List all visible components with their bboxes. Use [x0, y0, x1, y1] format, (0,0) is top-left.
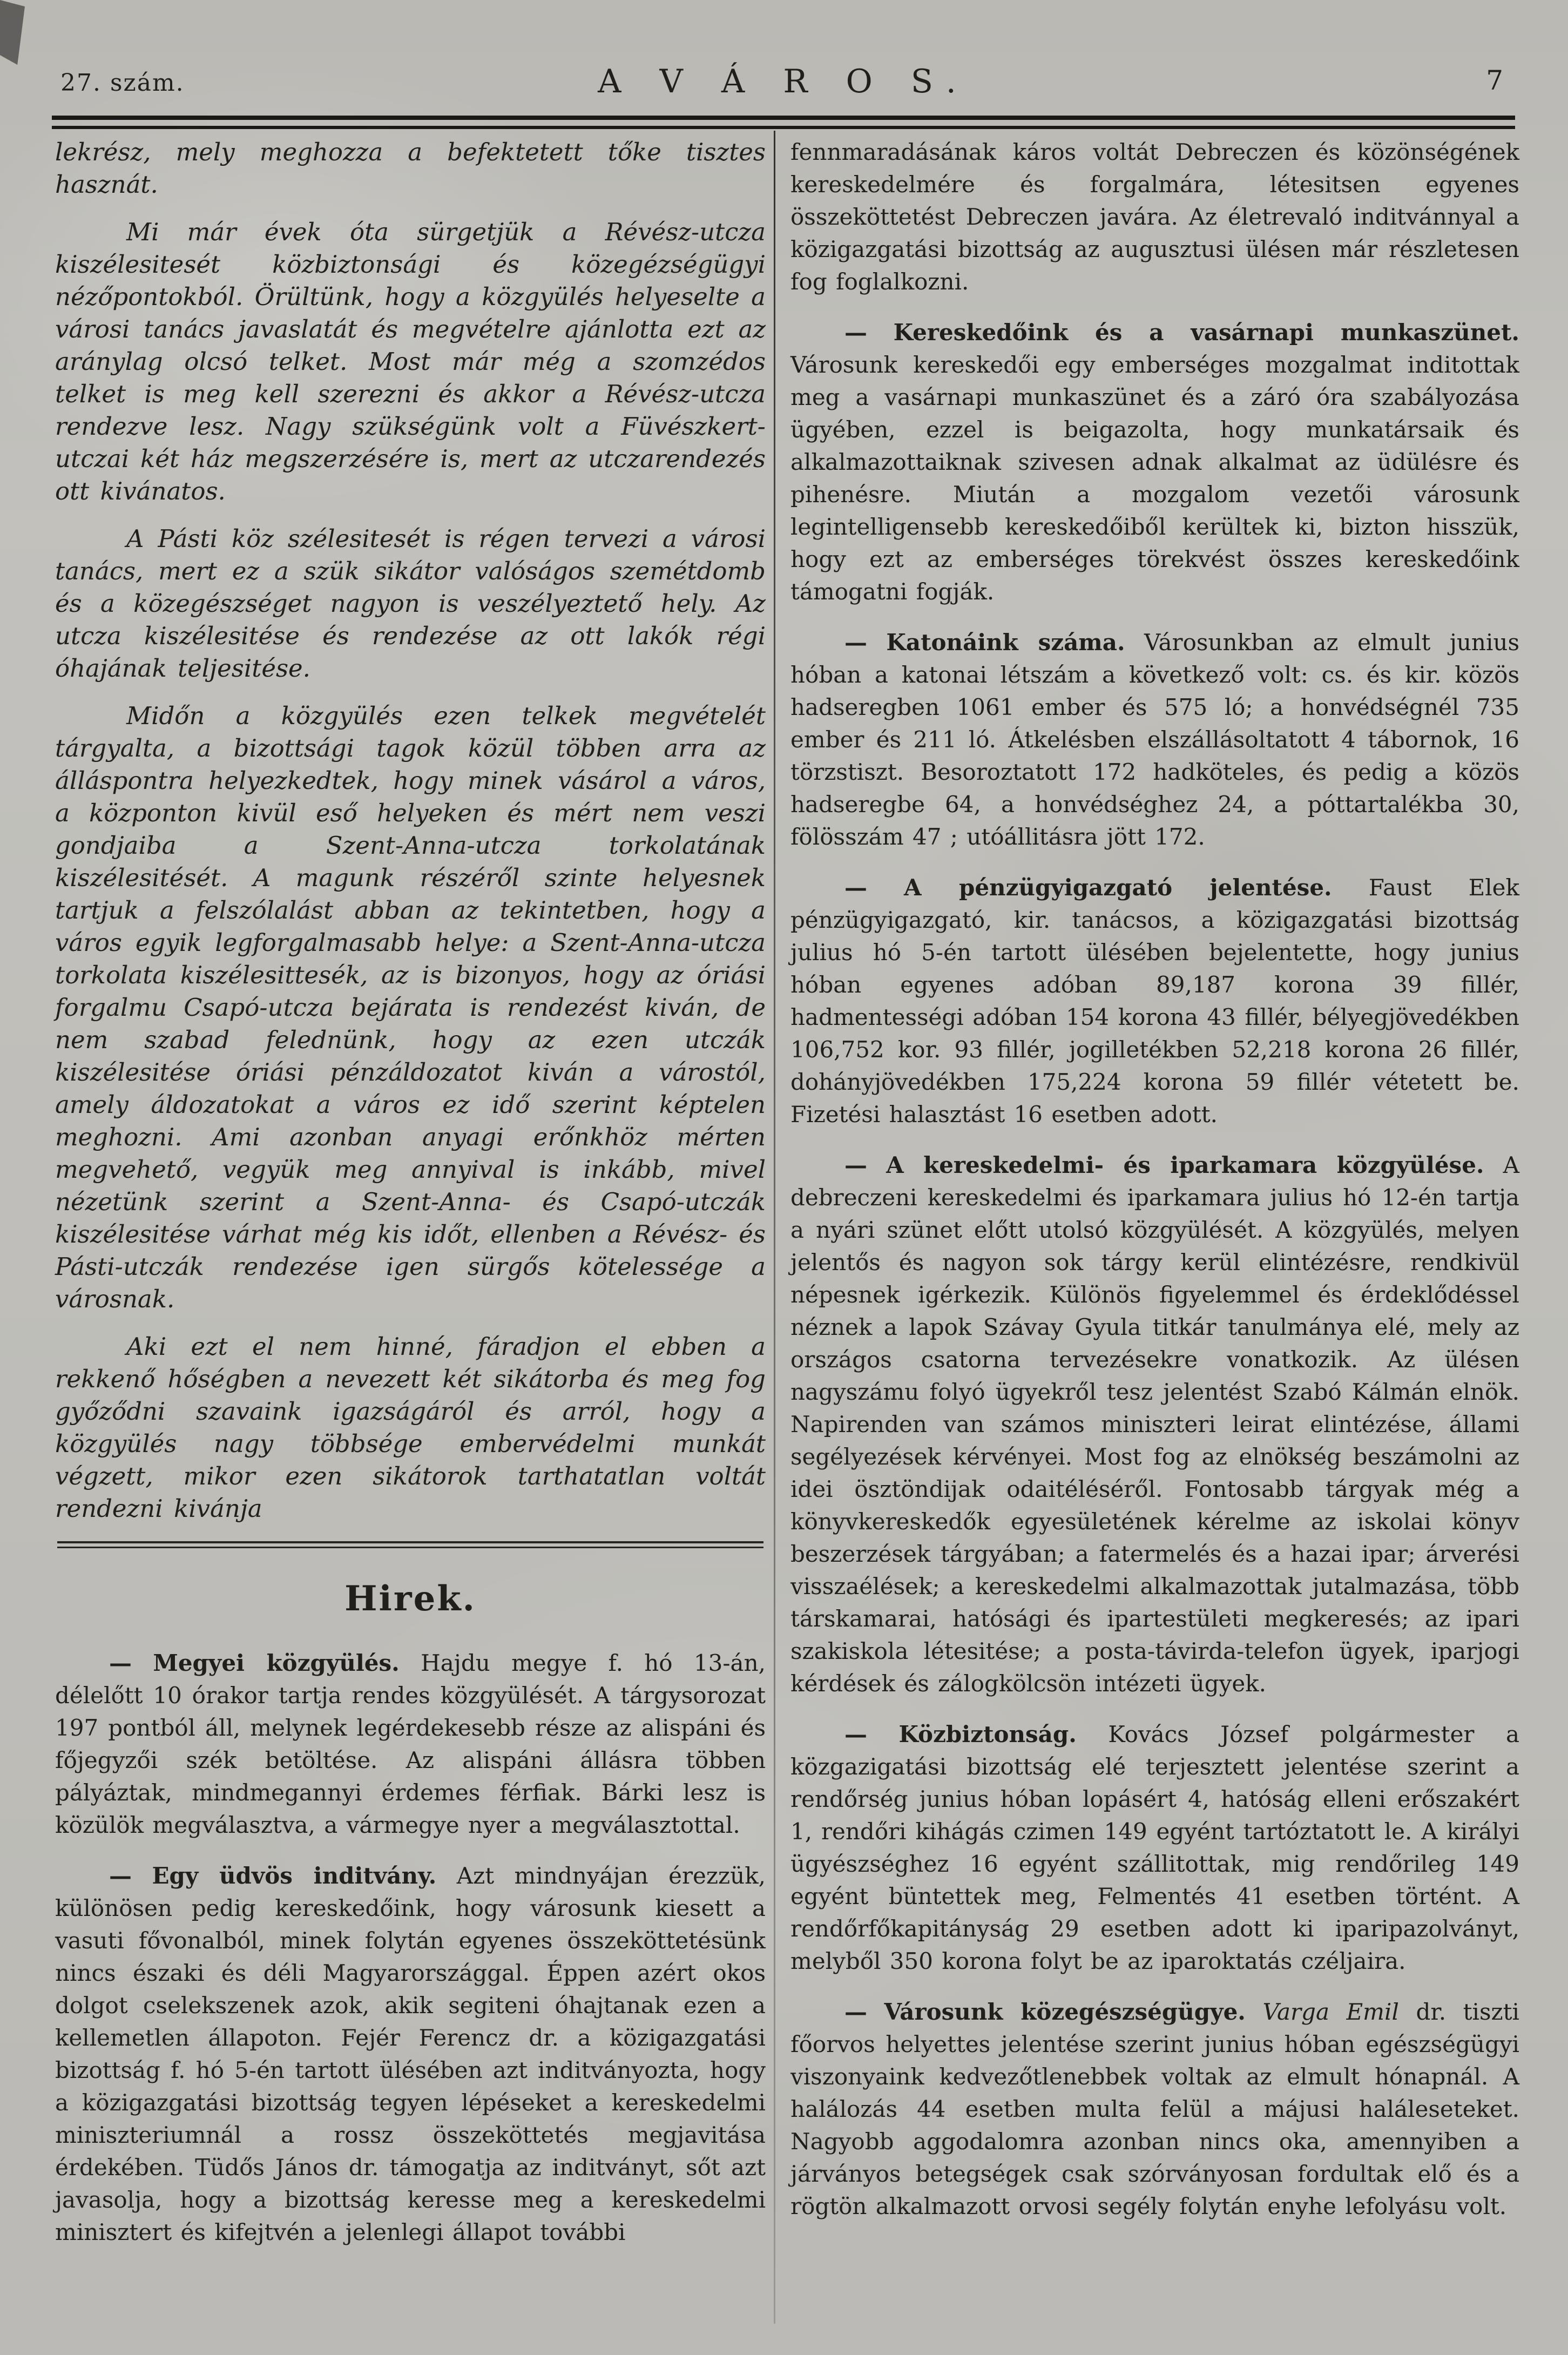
news-item-title: Katonáink száma. [886, 629, 1125, 656]
news-item [790, 1718, 1519, 1978]
lead-paragraph: Aki ezt el nem hinné, fáradjon el ebben a rekkenő hőségben a nevezett két sikátorba és meg fog győződni szavaink igazságáról és arról, hogy a közgyülés nagy többsége embervédelmi munkát végzett, mikor ezen sikátorok tarthatatlan voltát rendezni kivánja [55, 1332, 766, 1523]
item-dash: — [844, 1999, 867, 2025]
news-item-body: Városunkban az elmult junius hóban a katonai létszám a következő volt: cs. és kir. közös hadseregben 1061 ember és 575 ló; a honvédségnél 735 ember és 211 ló. Átkelésben elszállásoltatott 4 tábornok, 16 törzstiszt. Besoroztatott 172 hadköteles, és pedig a közös hadseregbe 64, a honvédséghez 24, a póttartalékba 30, fölösszám 47 ; utóállitásra jött 172. [790, 629, 1519, 850]
continued-paragraph: fennmaradásának káros voltát Debreczen és közönségének kereskedelmére és forgalmára, létesitsen egyenes összeköttetést Debreczen javára. Az életrevaló inditvánnyal a közigazgatási bizottság az augusztusi ülésen már részletesen fog foglalkozni. [790, 139, 1519, 295]
news-item [790, 316, 1519, 608]
news-item-title: Kereskedőink és a vasárnapi munkaszünet. [893, 319, 1519, 346]
news-item-title: Egy üdvös inditvány. [152, 1863, 437, 1889]
lead-paragraph: Midőn a közgyülés ezen telkek megvételét tárgyalta, a bizottsági tagok közül többen arra az álláspontra helyezkedtek, hogy minek vásárol a város, a központon kivül eső helyeken és mért nem veszi gondjaiba a Szent-Anna-utcza torkolatának kiszélesitését. A magunk részéről szinte helyesnek tartjuk a felszólalást abban az tekintetben, hogy a város egyik legforgalmasabb helye: a Szent-Anna-utcza torkolata kiszélesittesék, az is bizonyos, hogy az óriási forgalmu Csapó-utcza bejárata is rendezést kiván, de nem szabad felednünk, hogy az ezen utczák kiszélesitése óriási pénzáldozatot kiván a várostól, amely áldozatokat a város ez idő szerint képtelen meghozni. Ami azonban anyagi erőnkhöz mérten megvehető, vegyük meg annyival is inkább, mivel nézetünk szerint a Szent-Anna- és Csapó-utczák kiszélesitése várhat még kis időt, ellenben a Révész- és Pásti-utczák rendezése igen sürgős kötelessége a városnak. [55, 701, 766, 1313]
masthead-title: A V Á R O S. [598, 63, 970, 100]
lead-paragraph: Mi már évek óta sürgetjük a Révész-utcza kiszélesitesét közbiztonsági és közegézségügyi nézőpontokból. Örültünk, hogy a közgyülés helyeselte a városi tanács javaslatát és megvételre ajánlotta ezt az aránylag olcsó telket. Most már még a szomzédos telket is meg kell szerezni és akkor a Révész-utcza rendezve lesz. Nagy szükségünk volt a Füvészkert-utczai két ház megszerzésére is, mert az utczarendezés ott kivánatos. [55, 218, 766, 505]
right-column [790, 136, 1519, 2223]
news-item-body: Kovács József polgármester a közgazigatási bizottság elé terjesztett jelentése szerint a rendőrség junius hóban lopásért 4, hatóság elleni erőszakért 1, rendőri kihágás czimen 149 egyént tartóztatott le. A királyi ügyészséghez 16 egyént szállitottak, mig rendőrileg 149 egyént büntettek meg, Felmentés 41 esetben történt. A rendőrfőkapitányság 29 esetben adott ki iparipazolványt, melyből 350 korona folyt be az iparoktatás czéljaira. [790, 1721, 1519, 1974]
news-item [790, 872, 1519, 1131]
news-item-body: Azt mindnyájan érezzük, különösen pedig kereskedőink, hogy városunk kiesett a vasuti fővonalból, minek folytán egyenes összeköttetésünk nincs északi és déli Magyarországgal. Éppen azért okos dolgot cselekszenek azok, akik segiteni óhajtanak ezen a kellemetlen állapoton. Fejér Ferencz dr. a közigazgatási bizottság f. hó 5-én tartott ülésében azt inditványozta, hogy a közigazgatási bizottság tegyen lépéseket a kereskedelmi miniszteriumnál a rossz összeköttetés megjavitása érdekében. Tüdős János dr. támogatja az inditványt, sőt azt javasolja, hogy a bizottság keresse meg a kereskedelmi minisztert és kifejtvén a jelenlegi állapot további [55, 1863, 766, 2245]
news-item-body: dr. tiszti főorvos helyettes jelentése szerint junius hóban egészségügyi viszonyaink kedvezőtlenebbek voltak az elmult hónapnál. A halálozás 44 esetben multa felül a májusi haláleseteket. Nagyobb aggodalomra azonban nincs oka, amennyiben a járványos betegségek csak szórványosan fordultak elő és a rögtön alkalmazott orvosi segély folytán enyhe lefolyásu volt. [790, 1999, 1519, 2219]
header-rule [52, 116, 1515, 129]
person-name: Varga Emil [1262, 1999, 1399, 2025]
lead-paragraph: lekrész, mely meghozza a befektetett tőke tisztes hasznát. [55, 138, 766, 199]
section-rule [57, 1541, 763, 1548]
news-item [790, 626, 1519, 853]
news-item-body: Városunk kereskedői egy emberséges mozgalmat inditottak meg a vasárnapi munkaszünet és a záró óra szabályozása ügyében, ezzel is beigazolta, hogy munkatársaik és alkalmazottaiknak szivesen adnak alkalmat az üdülésre és pihenésre. Miután a mozgalom vezetői városunk legintelligensebb kereskedőiből kerültek ki, bizton hisszük, hogy ezt az emberséges törekvést összes kereskedőink támogatni fogják. [790, 352, 1519, 605]
lead-paragraph: A Pásti köz szélesitesét is régen tervezi a városi tanács, mert ez a szük sikátor valóságos szemétdomb és a közegészséget nagyon is veszélyeztető hely. Az utcza kiszélesitése és rendezése az ott lakók régi óhajának teljesitése. [55, 524, 766, 683]
news-item [55, 1647, 766, 1841]
news-item [790, 1149, 1519, 1700]
news-item-body: A debreczeni kereskedelmi és iparkamara julius hó 12-én tartja a nyári szünet előtt utolsó közgyülését. A közgyülés, melyen jelentős és nagyon sok tárgy kerül elintézésre, rendkivül népesnek igérkezik. Különös figyelemmel és érdeklődéssel néznek a lapok Szávay Gyula titkár tanulmánya elé, mely az országos csatorna tervezésekre vonatkozik. Az ülésen nagyszámu folyó ügyekről tesz jelentést Szabó Kálmán elnök. Napirenden van számos miniszteri leirat elintézése, állami segélyezések kérvényei. Most fog az elnökség beszámolni az idei ösztöndijak odaitéléséről. Fontosabb tárgyak még a könyvkereskedők egyesületének kérelme az iskolai könyv beszerzések tárgyában; a fatermelés és a hazai ipar; árverési visszaélések; a kereskedelmi alkalmazottak jutalmazása, több társkamarai, hatósági és ipartestületi megkeresés; az ipari szakiskola létesitése; a posta-távirda-telefon ügyek, iparjogi kérdések és zálogkölcsön intézeti ügyek. [790, 1152, 1520, 1697]
news-item-title: Megyei közgyülés. [153, 1650, 400, 1676]
item-dash: — [109, 1863, 132, 1889]
item-dash: — [109, 1650, 132, 1676]
scan-edge-mark [0, 0, 25, 65]
news-item-title: Közbiztonság. [898, 1721, 1077, 1747]
issue-label: 27. szám. [60, 69, 185, 97]
item-dash: — [844, 1721, 867, 1747]
news-item [790, 1996, 1519, 2223]
news-item-title: A kereskedelmi- és iparkamara közgyülése. [886, 1152, 1484, 1178]
page-number: 7 [1486, 65, 1503, 96]
item-dash: — [844, 629, 867, 656]
news-item-title: A pénzügyigazgató jelentése. [904, 874, 1332, 901]
item-dash: — [844, 319, 867, 346]
left-column [55, 136, 766, 2249]
news-item [55, 1860, 766, 2249]
item-dash: — [844, 1152, 867, 1178]
item-dash: — [844, 874, 867, 901]
news-item-body: Faust Elek pénzügyigazgató, kir. tanácsos, a közigazgatási bizottság julius hó 5-én tartott ülésében bejelentette, hogy junius hóban egyenes adóban 89,187 korona 39 fillér, hadmentességi adóban 154 korona 43 fillér, bélyegjövedékben 106,752 kor. 93 fillér, jogilletékben 52,218 korona 26 fillér, dohányjövedékben 175,224 korona 59 fillér vétetett be. Fizetési halasztást 16 esetben adott. [790, 874, 1519, 1128]
news-section-title: Hirek. [344, 1578, 476, 1619]
column-divider [774, 131, 775, 2324]
news-item-title: Városunk közegészségügye. [884, 1999, 1246, 2025]
news-item-body: Hajdu megye f. hó 13-án, délelőtt 10 órakor tartja rendes közgyülését. A tárgysorozat 197 pontból áll, melynek legérdekesebb része az alispáni és főjegyzői szék betöltése. Az alispáni állásra többen pályáztak, mindmegannyi érdemes férfiak. Bárki lesz is közülök megválasztva, a vármegye nyer a megválasztottal. [55, 1650, 766, 1838]
